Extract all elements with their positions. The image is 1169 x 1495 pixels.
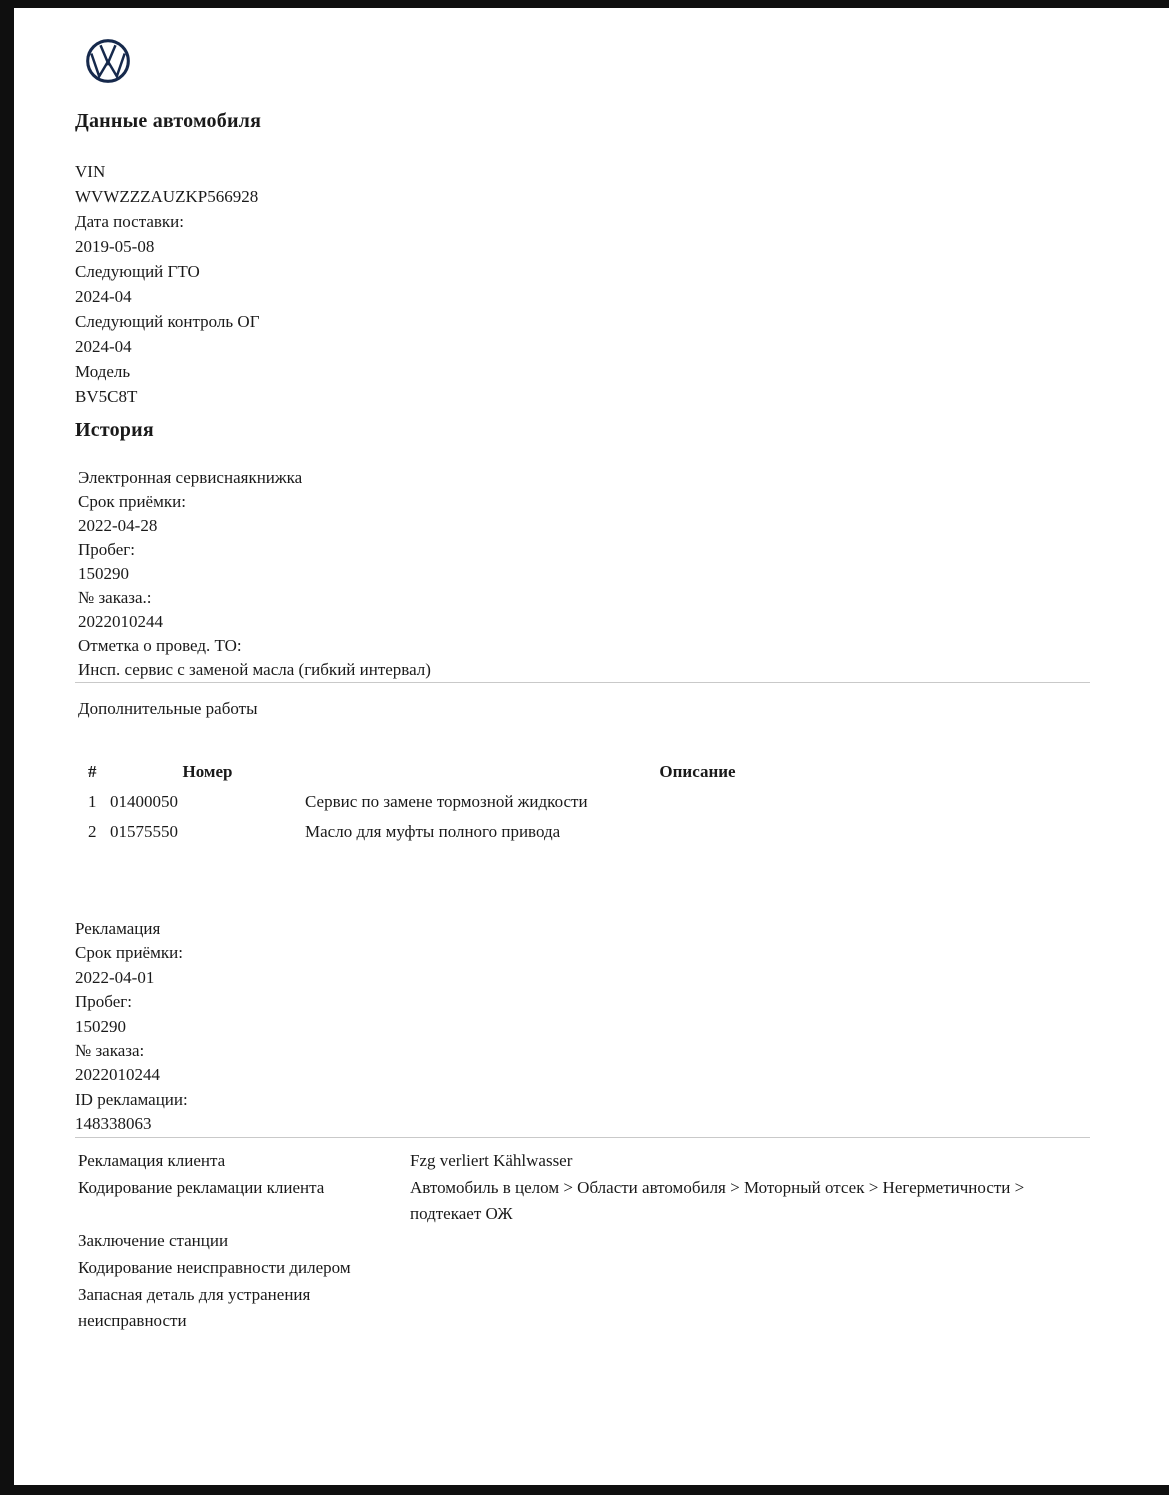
table-cell-description: Сервис по замене тормозной жидкости [305, 792, 588, 811]
divider [75, 1137, 1090, 1138]
claim-entry [75, 917, 1090, 1137]
table-cell-description: Масло для муфты полного привода [305, 822, 561, 841]
field-value: 2024-04 [75, 287, 132, 306]
field-value: 2022-04-01 [75, 967, 155, 987]
claim-entry-heading: Рекламация [75, 919, 161, 938]
claim-detail-label: Кодирование неисправности дилером [78, 1257, 351, 1277]
field-label: Срок приёмки: [78, 492, 186, 511]
field-value: 148338063 [75, 1114, 152, 1134]
vehicle-data-fields [75, 159, 1090, 409]
page-frame-left [0, 0, 14, 1495]
page-frame-top [0, 0, 1169, 8]
additional-work-table [88, 757, 1090, 847]
claim-detail-value [410, 1282, 1055, 1334]
table-cell-code: 01400050 [110, 792, 178, 811]
field-value: 2024-04 [75, 337, 132, 356]
claim-detail-label: Заключение станции [78, 1230, 229, 1250]
table-header-number: Номер [182, 762, 233, 781]
section-title-history: История [75, 419, 154, 441]
field-label: Дата поставки: [75, 212, 184, 231]
field-value: 2022-04-28 [78, 516, 158, 535]
field-value: Инсп. сервис с заменой масла (гибкий интервал) [78, 660, 431, 679]
page-frame-bottom [0, 1485, 1169, 1495]
service-entry-heading: Электронная сервиснаякнижка [78, 468, 303, 487]
field-value: 2022010244 [78, 612, 163, 631]
claim-details [75, 1148, 1090, 1334]
claim-detail-label: Рекламация клиента [78, 1150, 226, 1170]
field-value: 2022010244 [75, 1065, 160, 1085]
claim-detail-value: Fzg verliert Kählwasser [410, 1150, 573, 1170]
claim-detail-value [410, 1255, 1055, 1281]
table-header-description: Описание [659, 762, 736, 781]
claim-detail-label: Запасная деталь для устранения неисправности [78, 1284, 311, 1330]
field-value: WVWZZZAUZKP566928 [75, 187, 259, 206]
field-label: ID рекламации: [75, 1089, 188, 1109]
section-title-vehicle-data: Данные автомобиля [75, 110, 262, 132]
field-label: Отметка о провед. ТО: [78, 636, 242, 655]
table-header-num: # [88, 762, 97, 781]
field-label: Следующий контроль ОГ [75, 312, 260, 331]
field-value: 150290 [75, 1016, 126, 1036]
field-label: Пробег: [75, 992, 132, 1012]
field-value: BV5C8T [75, 387, 138, 406]
table-cell-num: 1 [88, 792, 97, 811]
field-value: 150290 [78, 564, 129, 583]
field-label: Модель [75, 362, 131, 381]
claim-detail-label: Кодирование рекламации клиента [78, 1177, 325, 1197]
field-value: 2019-05-08 [75, 237, 155, 256]
table-cell-code: 01575550 [110, 822, 178, 841]
claim-detail-value: Автомобиль в целом > Области автомобиля > Моторный отсек > Негерметичности > подтекает ОЖ [410, 1177, 1025, 1223]
field-label: Срок приёмки: [75, 943, 183, 963]
document-page [14, 8, 1169, 1485]
table-cell-num: 2 [88, 822, 97, 841]
field-label: № заказа: [75, 1041, 145, 1061]
additional-work-label: Дополнительные работы [78, 699, 258, 718]
service-entry [78, 466, 1090, 682]
field-label: Следующий ГТО [75, 262, 200, 281]
field-label: Пробег: [78, 540, 135, 559]
field-label: VIN [75, 162, 106, 181]
claim-detail-value [410, 1228, 1055, 1254]
divider [75, 682, 1090, 683]
vw-logo-icon [85, 38, 131, 84]
field-label: № заказа.: [78, 588, 152, 607]
